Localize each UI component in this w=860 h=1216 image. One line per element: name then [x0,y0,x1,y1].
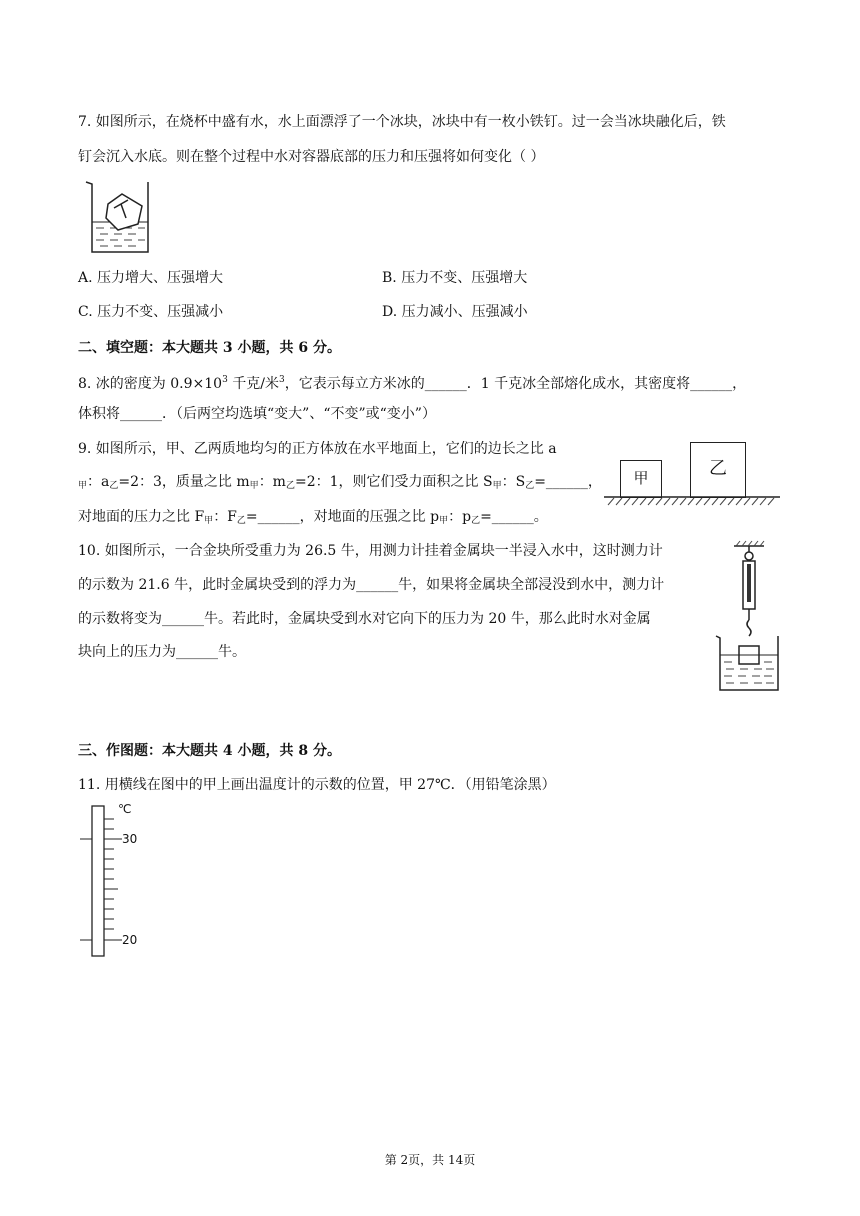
section2-heading: 二、填空题：本大题共 3 小题，共 6 分。 [78,340,341,356]
q9-line1: 9. 如图所示，甲、乙两质地均匀的正方体放在水平地面上，它们的边长之比 a [78,441,557,457]
q8-line1: 8. 冰的密度为 $0.9\times 10^3$ 千克/米$^3$，它表示每立方米冰的______．1 千克冰全部熔化成水，其密度将______， [78,375,747,392]
thermometer-figure [80,802,150,962]
q10-line4: 块向上的压力为______牛。 [78,644,246,660]
thermometer-scale [80,802,124,962]
cube-jia: 甲 [620,460,662,498]
q7-option-d: D. 压力减小、压强减小 [382,304,528,320]
page-footer: 第 2页，共 14页 [384,1153,476,1167]
q7-option-b: B. 压力不变、压强增大 [382,270,528,286]
spring-scale-figure [712,540,784,696]
q9-line2: $_甲$：$a_乙=2$：3，质量之比 $m_甲$：$m_乙=2$：1，则它们受力面积之比 $S_甲$：$S_乙=\_\_\_\_\_\_$， [78,474,602,491]
q10-line1: 10. 如图所示，一合金块所受重力为 26.5 牛，用测力计挂着金属块一半浸入水中，这时测力计 [78,543,663,559]
q7-line1: 7. 如图所示，在烧杯中盛有水，水上面漂浮了一个冰块，冰块中有一枚小铁钉。过一会当冰块融化后，铁 [78,114,726,130]
cubes-figure [604,440,780,506]
q7-option-a: A. 压力增大、压强增大 [78,270,224,286]
q7-line2: 钉会沉入水底。则在整个过程中水对容器底部的压力和压强将如何变化（ ） [78,149,545,165]
thermometer-unit: ℃ [118,802,132,816]
thermometer-label-20: 20 [122,933,138,947]
q8-line2: 体积将______．（后两空均选填“变大”、“不变”或“变小”） [78,406,436,422]
q9-line3: 对地面的压力之比 $F_甲$：$F_乙=\_\_\_\_\_\_$，对地面的压强之比 $p_甲$：$p_乙=\_\_\_\_\_\_$。 [78,509,548,526]
q7-option-c: C. 压力不变、压强减小 [78,304,224,320]
q10-line3: 的示数将变为______牛。若此时，金属块受到水对它向下的压力为 20 牛，那么此时水对金属 [78,611,651,627]
ground-hatch [604,496,780,506]
thermometer-label-30: 30 [122,832,138,846]
q11-line1: 11. 用横线在图中的甲上画出温度计的示数的位置，甲 27℃．（用铅笔涂黑） [78,777,556,793]
q10-line2: 的示数为 21.6 牛，此时金属块受到的浮力为______牛，如果将金属块全部浸没到水中，测力计 [78,577,665,593]
cube-yi: 乙 [690,442,746,498]
section3-heading: 三、作图题：本大题共 4 小题，共 8 分。 [78,743,341,759]
beaker-ice-figure [84,178,154,256]
